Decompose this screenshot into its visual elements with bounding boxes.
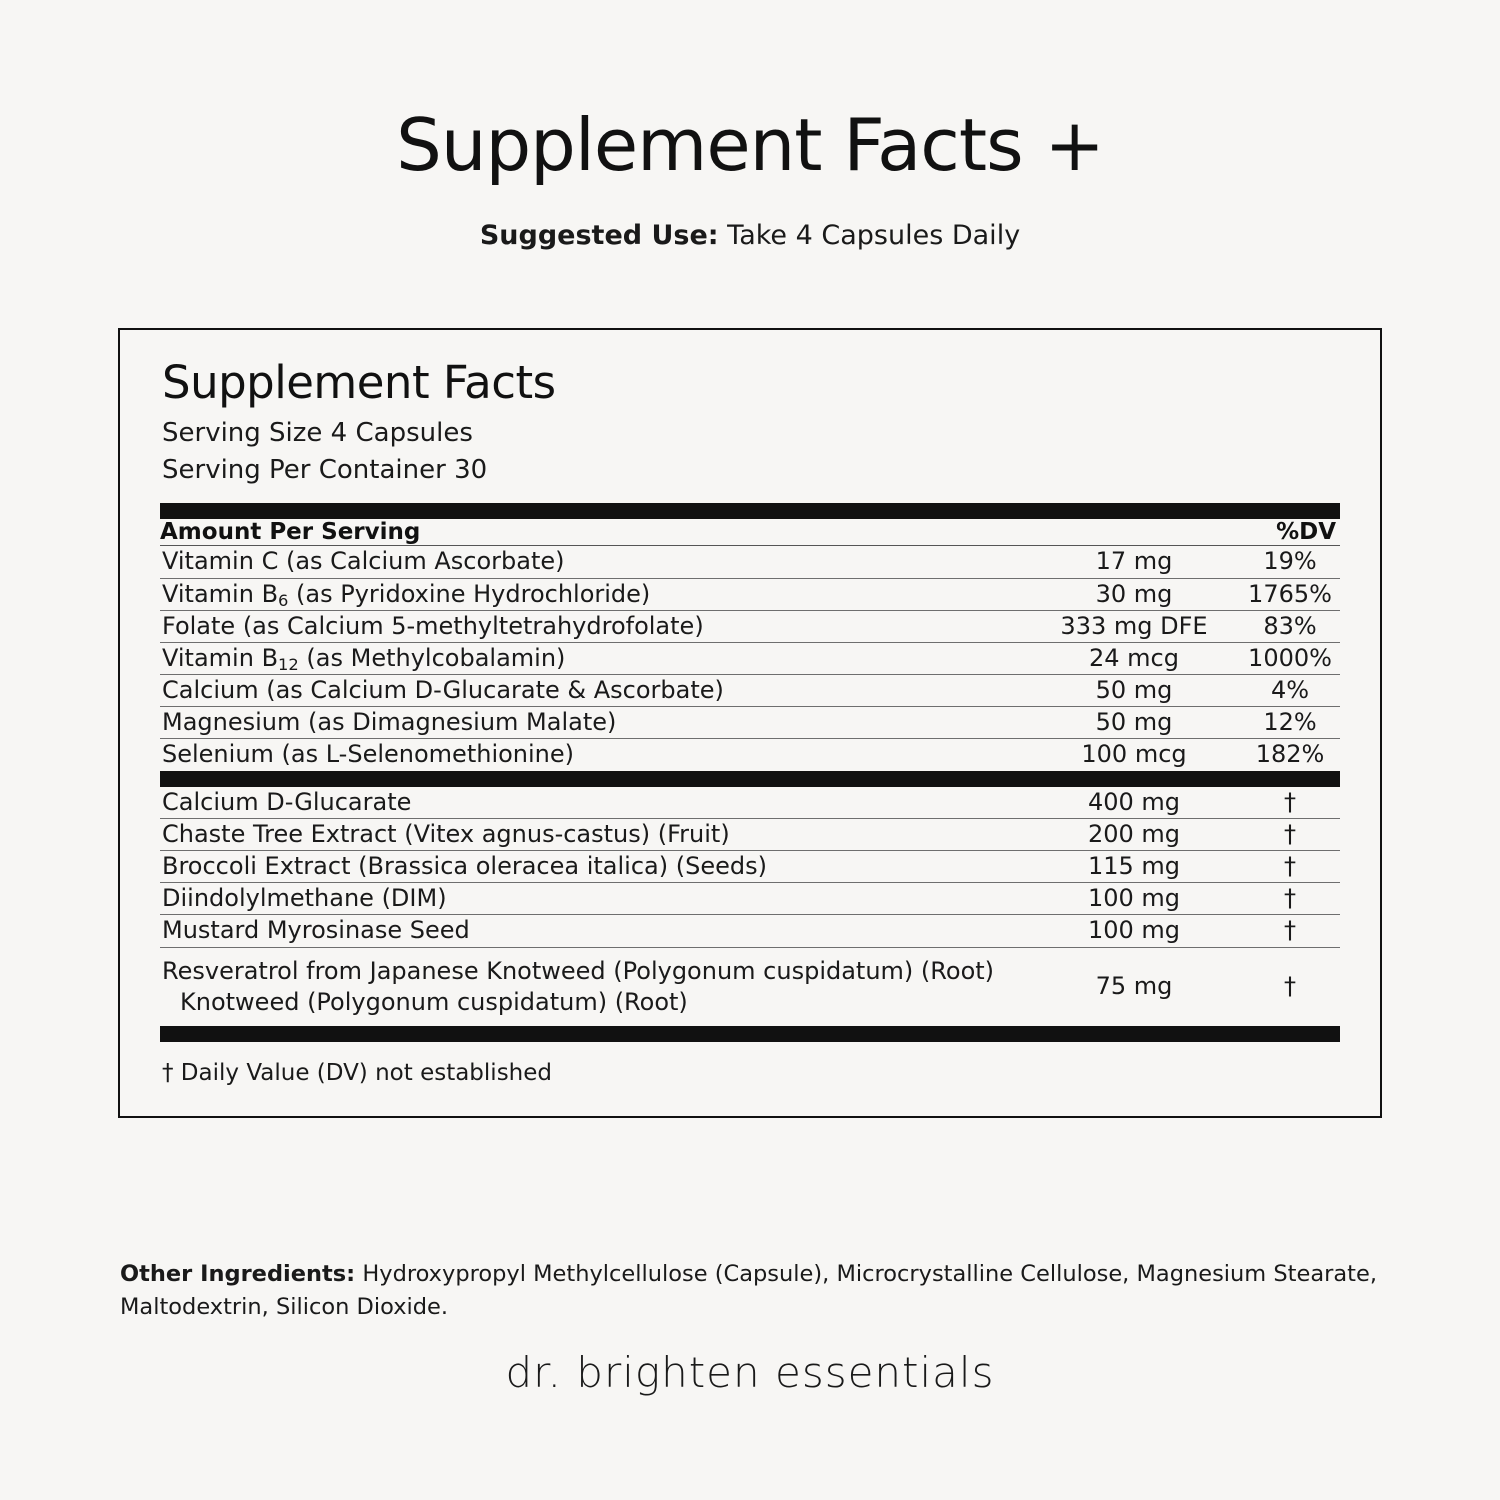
ingredient-amount: 400 mg bbox=[1028, 787, 1240, 819]
ingredient-name: Vitamin $B_{12}$ (as Methylcobalamin) bbox=[160, 642, 1028, 674]
brand-name: dr. brighten essentials bbox=[505, 1348, 995, 1397]
ingredient-dv: 4% bbox=[1240, 675, 1340, 707]
table-row bbox=[160, 707, 1340, 739]
table-row bbox=[160, 818, 1340, 850]
ingredient-name: Diindolylmethane (DIM) bbox=[160, 883, 1028, 915]
ingredient-name-line2: Knotweed (Polygonum cuspidatum) (Root) bbox=[180, 987, 688, 1016]
ingredient-amount: 100 mcg bbox=[1081, 740, 1187, 769]
ingredient-name: Mustard Myrosinase Seed bbox=[160, 915, 1028, 947]
blend-table bbox=[160, 787, 1340, 1026]
ingredient-amount: 30 mg bbox=[1028, 578, 1240, 610]
ingredient-amount: 100 mg bbox=[1028, 915, 1240, 947]
ingredient-name: Selenium (as L-Selenomethionine) bbox=[162, 740, 575, 769]
table-row bbox=[160, 610, 1340, 642]
suggested-use-label: Suggested Use: bbox=[479, 219, 719, 251]
ingredient-dv: † bbox=[1284, 972, 1296, 1001]
table-row bbox=[160, 642, 1340, 674]
ingredient-dv: 1765% bbox=[1240, 578, 1340, 610]
panel-title: Supplement Facts bbox=[162, 356, 556, 409]
ingredient-name: Vitamin C (as Calcium Ascorbate) bbox=[160, 546, 1028, 578]
ingredient-amount: 50 mg bbox=[1028, 707, 1240, 739]
ingredient-name: Broccoli Extract (Brassica oleracea italica) (Seeds) bbox=[160, 851, 1028, 883]
servings-per-container: Serving Per Container 30 bbox=[162, 454, 488, 485]
ingredient-name: Vitamin $B_6$ (as Pyridoxine Hydrochloride) bbox=[160, 578, 1028, 610]
divider-thick-middle bbox=[160, 771, 1340, 787]
table-row bbox=[160, 787, 1340, 819]
table-header-row bbox=[160, 519, 1340, 545]
ingredient-dv: 19% bbox=[1240, 546, 1340, 578]
table-row bbox=[160, 739, 1340, 771]
table-row bbox=[160, 578, 1340, 610]
facts-table-body bbox=[160, 519, 1340, 545]
amount-per-serving-header: Amount Per Serving bbox=[160, 518, 421, 545]
ingredient-dv: † bbox=[1240, 915, 1340, 947]
divider-thick-bottom bbox=[160, 1026, 1340, 1042]
dv-header: %DV bbox=[1276, 518, 1336, 545]
table-row bbox=[160, 883, 1340, 915]
table-row bbox=[160, 546, 1340, 578]
ingredient-name: Folate (as Calcium 5-methyltetrahydrofolate) bbox=[160, 610, 1028, 642]
table-row bbox=[160, 915, 1340, 947]
ingredient-amount: 200 mg bbox=[1028, 818, 1240, 850]
ingredient-dv: † bbox=[1240, 851, 1340, 883]
daily-value-footnote: † Daily Value (DV) not established bbox=[162, 1059, 553, 1086]
supplement-facts-panel bbox=[118, 328, 1382, 1118]
table-row bbox=[160, 947, 1340, 1026]
ingredient-dv: † bbox=[1240, 787, 1340, 819]
blend-table-body bbox=[160, 787, 1340, 1026]
ingredient-amount: 24 mcg bbox=[1028, 642, 1240, 674]
other-ingredients bbox=[120, 1258, 1392, 1323]
other-ingredients-value: Hydroxypropyl Methylcellulose (Capsule), Microcrystalline Cellulose, Magnesium Stearate, Maltodextrin, Silicon Dioxide. bbox=[120, 1261, 1377, 1320]
ingredient-amount: 50 mg bbox=[1028, 675, 1240, 707]
page-title: Supplement Facts + bbox=[396, 103, 1104, 187]
facts-table bbox=[160, 519, 1340, 545]
ingredient-amount: 100 mg bbox=[1028, 883, 1240, 915]
ingredient-dv: † bbox=[1240, 883, 1340, 915]
ingredient-dv: 1000% bbox=[1240, 642, 1340, 674]
ingredient-name: Calcium (as Calcium D-Glucarate & Ascorbate) bbox=[160, 675, 1028, 707]
ingredient-amount: 115 mg bbox=[1028, 851, 1240, 883]
ingredient-dv: 83% bbox=[1240, 610, 1340, 642]
nutrients-table bbox=[160, 546, 1340, 770]
serving-size: Serving Size 4 Capsules bbox=[162, 418, 473, 448]
table-row bbox=[160, 851, 1340, 883]
ingredient-name: Chaste Tree Extract (Vitex agnus-castus) (Fruit) bbox=[160, 818, 1028, 850]
suggested-use bbox=[0, 220, 1500, 251]
nutrients-table-body bbox=[160, 546, 1340, 770]
table-row bbox=[160, 675, 1340, 707]
ingredient-dv: 182% bbox=[1255, 740, 1325, 769]
ingredient-name: Magnesium (as Dimagnesium Malate) bbox=[160, 707, 1028, 739]
ingredient-amount: 17 mg bbox=[1028, 546, 1240, 578]
ingredient-amount: 75 mg bbox=[1095, 972, 1173, 1001]
ingredient-name: Resveratrol from Japanese Knotweed (Polygonum cuspidatum) (Root) Knotweed (Polygonum cuspidatum) (Root) bbox=[160, 947, 1028, 1026]
other-ingredients-label: Other Ingredients: bbox=[120, 1261, 356, 1287]
ingredient-amount: 333 mg DFE bbox=[1028, 610, 1240, 642]
ingredient-dv: 12% bbox=[1240, 707, 1340, 739]
divider-thick-top bbox=[160, 503, 1340, 519]
ingredient-name: Calcium D-Glucarate bbox=[160, 787, 1028, 819]
suggested-use-value: Take 4 Capsules Daily bbox=[718, 219, 1021, 251]
ingredient-dv: † bbox=[1240, 818, 1340, 850]
